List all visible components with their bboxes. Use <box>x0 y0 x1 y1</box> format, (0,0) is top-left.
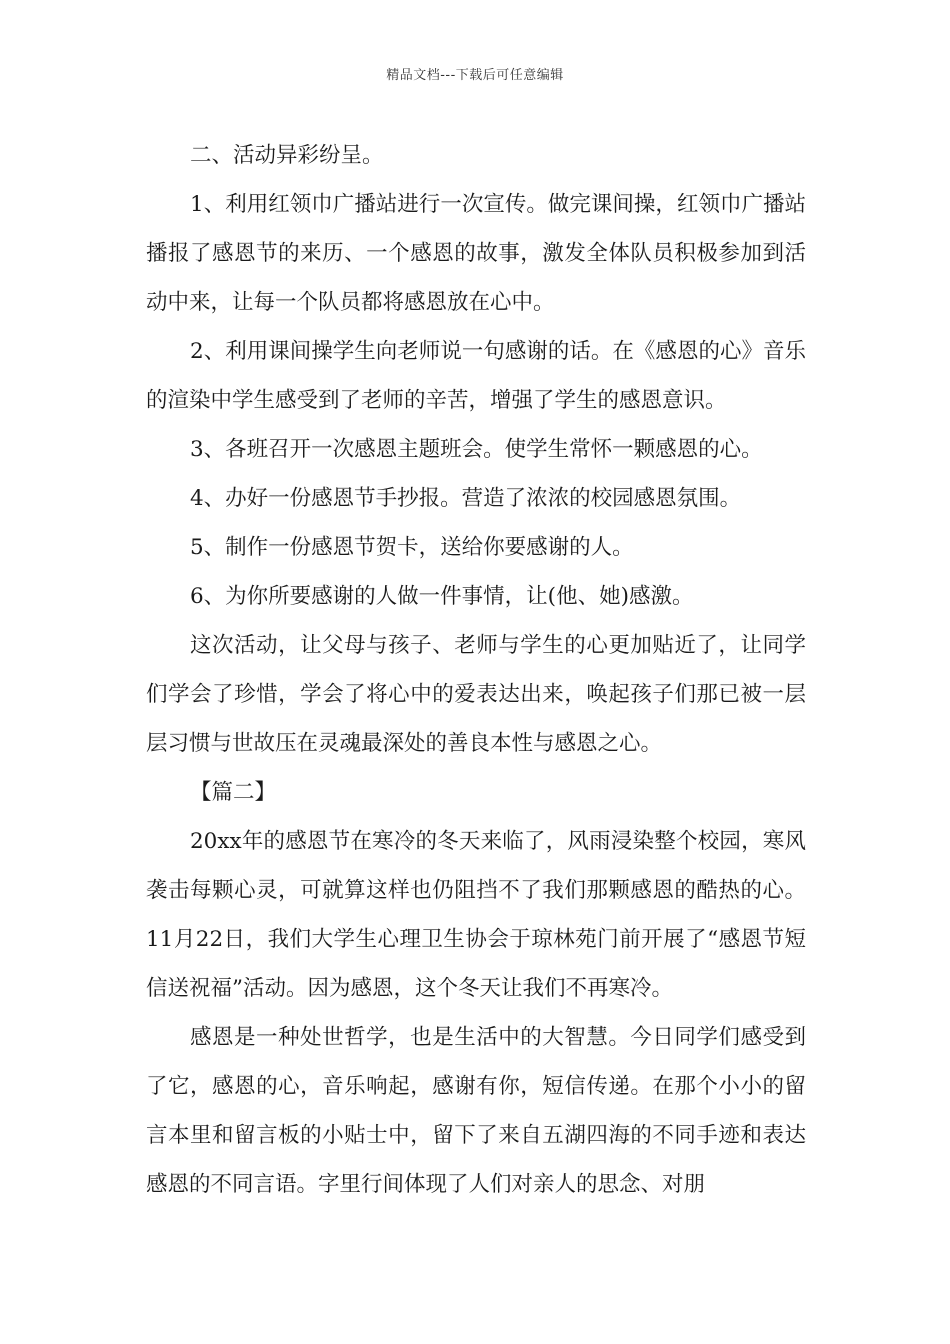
paragraph-item-3: 3、各班召开一次感恩主题班会。使学生常怀一颗感恩的心。 <box>190 437 763 462</box>
section-heading-part-two: 【篇二】 <box>190 780 277 805</box>
paragraph-item-1: 1、利用红领巾广播站进行一次宣传。做完课间操，红领巾广播站播报了感恩节的来历、一个感恩的故事，激发全体队员积极参加到活动中来，让每一个队员都将感恩放在心中。 <box>146 192 806 315</box>
paragraph-item-2: 2、利用课间操学生向老师说一句感谢的话。在《感恩的心》音乐的渲染中学生感受到了老师的辛苦，增强了学生的感恩意识。 <box>146 339 806 413</box>
section-heading-activities: 二、活动异彩纷呈。 <box>190 143 384 168</box>
paragraph-summary: 这次活动，让父母与孩子、老师与学生的心更加贴近了，让同学们学会了珍惜，学会了将心中的爱表达出来，唤起孩子们那已被一层层习惯与世故压在灵魂最深处的善良本性与感恩之心。 <box>146 633 806 756</box>
paragraph-thanksgiving-event: 20xx年的感恩节在寒冷的冬天来临了，风雨浸染整个校园，寒风袭击每颗心灵，可就算这样也仍阻挡不了我们那颗感恩的酷热的心。11月22日，我们大学生心理卫生协会于琼林苑门前开展了“感恩节短信送祝福”活动。因为感恩，这个冬天让我们不再寒冷。 <box>146 829 806 1001</box>
page-header: 精品文档---下载后可任意编辑 <box>386 68 564 83</box>
paragraph-item-5: 5、制作一份感恩节贺卡，送给你要感谢的人。 <box>190 535 634 560</box>
paragraph-item-4: 4、办好一份感恩节手抄报。营造了浓浓的校园感恩氛围。 <box>190 486 742 511</box>
paragraph-gratitude-philosophy: 感恩是一种处世哲学，也是生活中的大智慧。今日同学们感受到了它，感恩的心，音乐响起，感谢有你，短信传递。在那个小小的留言本里和留言板的小贴士中，留下了来自五湖四海的不同手迹和表达感恩的不同言语。字里行间体现了人们对亲人的思念、对朋 <box>146 1025 806 1197</box>
document-body <box>146 131 806 1209</box>
paragraph-item-6: 6、为你所要感谢的人做一件事情，让(他、她)感激。 <box>190 584 694 609</box>
